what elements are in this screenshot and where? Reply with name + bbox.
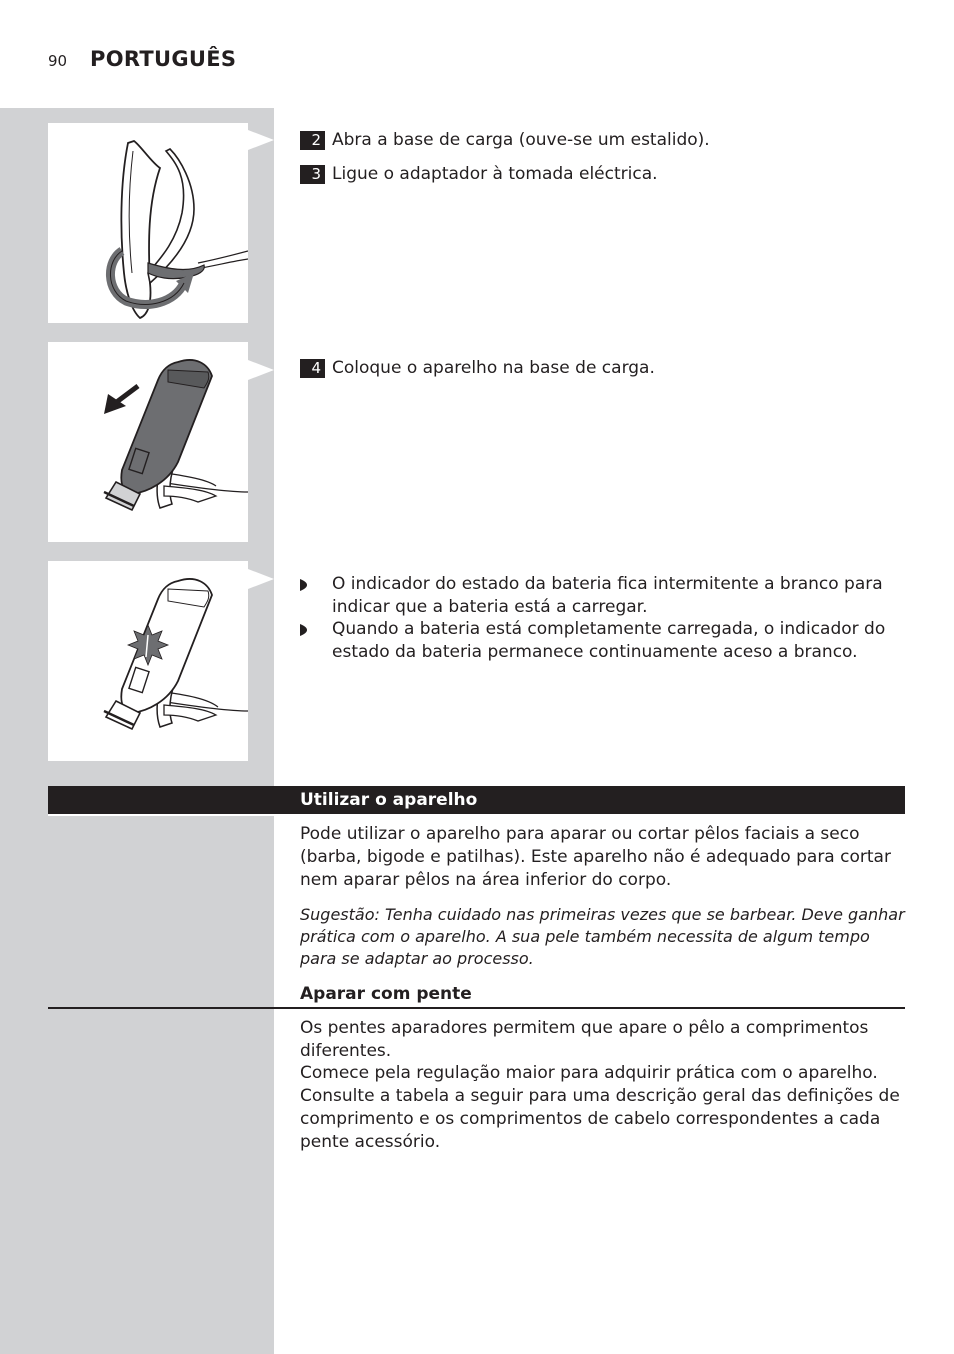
figure-pointer	[248, 130, 274, 150]
language-heading: PORTUGUÊS	[90, 47, 237, 71]
subsection-text-2: Comece pela regulação maior para adquirir prática com o aparelho. Consulte a tabela a seguir para uma descrição geral das definições de comprimento e os comprimentos de cabelo correspondentes a cada pente acessório.	[300, 1063, 900, 1152]
bullet-text: Quando a bateria está completamente carregada, o indicador do estado da bateria permanece continuamente aceso a branco.	[332, 619, 886, 662]
section-intro: Pode utilizar o aparelho para aparar ou cortar pêlos faciais a seco (barba, bigode e patilhas). Este aparelho não é adequado para cortar nem aparar pêlos na área inferior do corpo.	[300, 824, 891, 890]
page-number: 90	[48, 52, 68, 70]
step-2	[300, 129, 710, 151]
step-number: 4	[300, 359, 325, 378]
step-number: 2	[300, 131, 325, 150]
bullet-arrow-icon	[300, 624, 307, 636]
charging-stand-open-illustration	[48, 123, 248, 323]
step-text: Abra a base de carga (ouve-se um estalido).	[332, 130, 710, 150]
tip-text: Sugestão: Tenha cuidado nas primeiras vezes que se barbear. Deve ganhar prática com o aparelho. A sua pele também necessita de algum tempo para se adaptar ao processo.	[300, 905, 905, 968]
bullet-arrow-icon	[300, 579, 307, 591]
step-3	[300, 163, 658, 185]
insert-device-illustration	[48, 342, 248, 542]
step-text: Ligue o adaptador à tomada eléctrica.	[332, 164, 658, 184]
divider	[48, 814, 274, 816]
subsection-title: Aparar com pente	[300, 984, 472, 1004]
list-item	[300, 573, 890, 619]
battery-indicator-illustration	[48, 561, 248, 761]
section-heading-bar	[48, 786, 905, 814]
bullet-text: O indicador do estado da bateria fica intermitente a branco para indicar que a bateria está a carregar.	[332, 574, 883, 617]
figure-pointer	[248, 569, 274, 589]
step-number: 3	[300, 165, 325, 184]
section-title: Utilizar o aparelho	[300, 790, 478, 810]
step-text: Coloque o aparelho na base de carga.	[332, 358, 655, 378]
divider	[48, 1007, 905, 1009]
list-item	[300, 618, 890, 664]
figure-pointer	[248, 360, 274, 380]
step-4	[300, 357, 655, 379]
subsection-text-1: Os pentes aparadores permitem que apare o pêlo a comprimentos diferentes.	[300, 1018, 869, 1061]
